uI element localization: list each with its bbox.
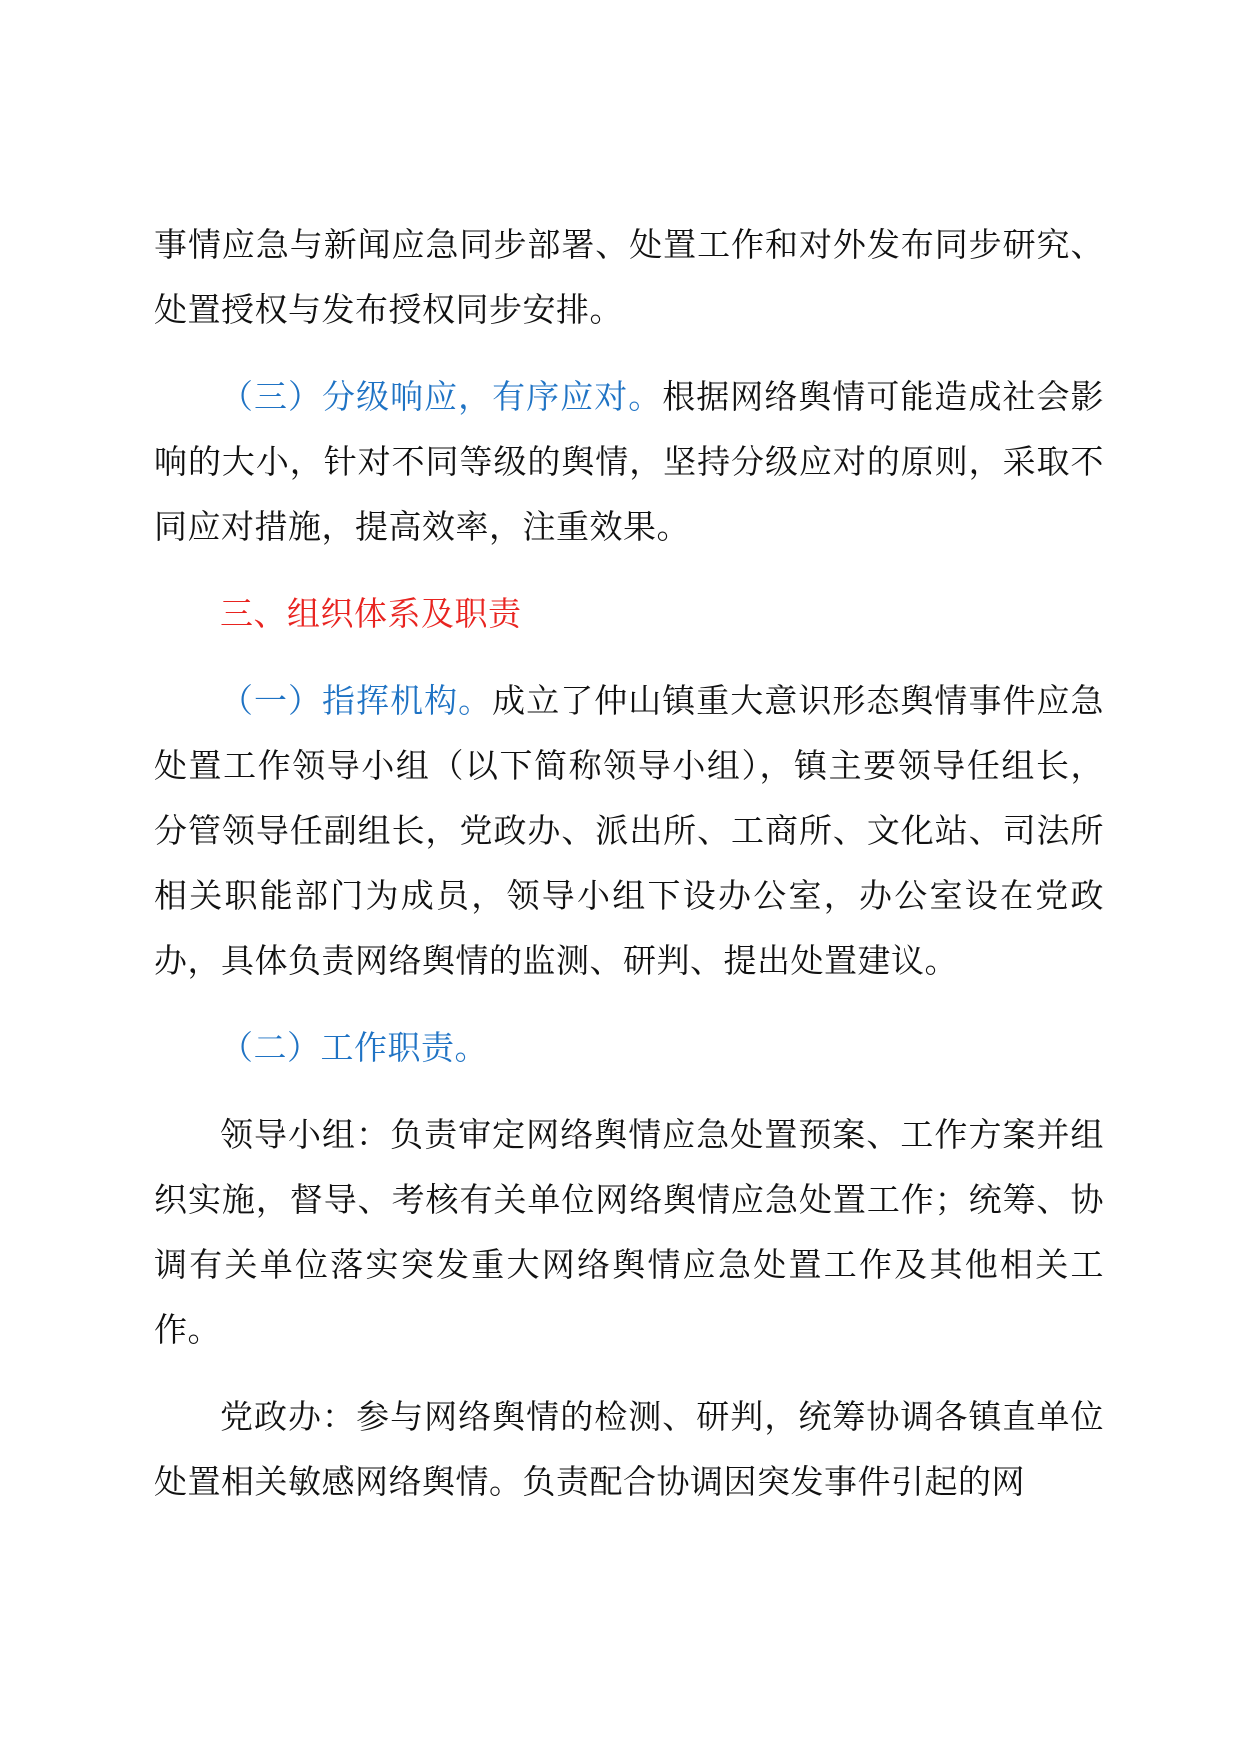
subheading-command-body: （一）指挥机构。 — [220, 681, 493, 720]
section-heading-organization: 三、组织体系及职责 — [220, 594, 522, 633]
paragraph-party-office — [154, 1384, 1104, 1514]
document-body — [154, 212, 1104, 1536]
subheading-graded-response: （三）分级响应，有序应对。 — [220, 377, 663, 416]
paragraph-text: 领导小组：负责审定网络舆情应急处置预案、工作方案并组织实施，督导、考核有关单位网络舆情应急处置工作；统筹、协调有关单位落实突发重大网络舆情应急处置工作及其他相关工作。 — [154, 1115, 1104, 1349]
paragraph-text: 成立了仲山镇重大意识形态舆情事件应急处置工作领导小组（以下简称领导小组），镇主要领导任组长，分管领导任副组长，党政办、派出所、工商所、文化站、司法所相关职能部门为成员，领导小组下设办公室，办公室设在党政办，具体负责网络舆情的监测、研判、提出处置建议。 — [154, 681, 1105, 980]
paragraph-graded-response — [154, 364, 1104, 559]
paragraph-leading-group — [154, 1102, 1104, 1362]
paragraph-text: 党政办：参与网络舆情的检测、研判，统筹协调各镇直单位处置相关敏感网络舆情。负责配合协调因突发事件引起的网 — [154, 1397, 1104, 1501]
paragraph-text: 事情应急与新闻应急同步部署、处置工作和对外发布同步研究、处置授权与发布授权同步安排。 — [154, 225, 1104, 329]
paragraph-command-body — [154, 668, 1104, 993]
paragraph-continuation — [154, 212, 1104, 342]
paragraph-text: 根据网络舆情可能造成社会影响的大小，针对不同等级的舆情，坚持分级应对的原则，采取不同应对措施，提高效率，注重效果。 — [154, 377, 1105, 546]
subheading-work-duties: （二）工作职责。 — [220, 1028, 488, 1067]
